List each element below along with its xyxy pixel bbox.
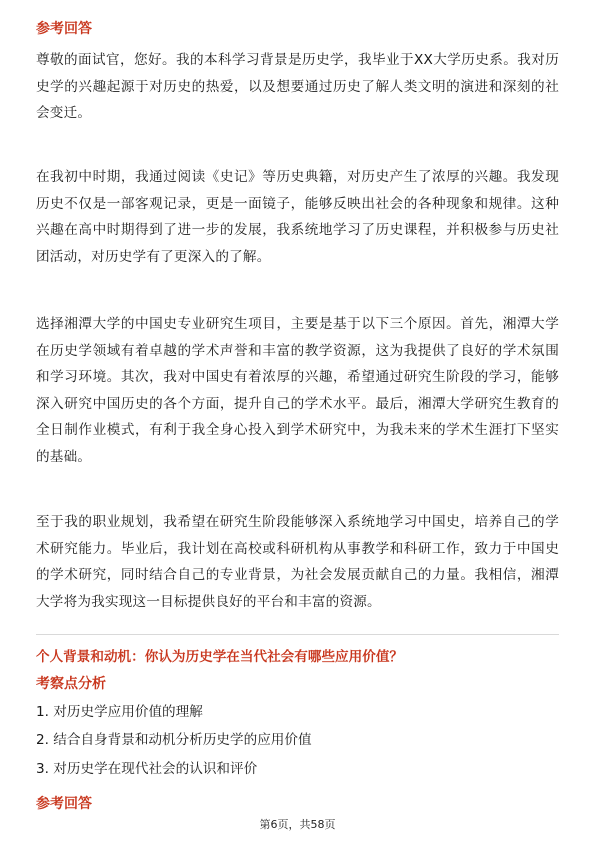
list-item: 1. 对历史学应用价值的理解 xyxy=(36,704,203,720)
answer-heading-2 xyxy=(36,795,559,813)
answer-paragraph-4 xyxy=(36,509,559,615)
section-divider xyxy=(36,634,559,635)
list-item: 2. 结合自身背景和动机分析历史学的应用价值 xyxy=(36,732,312,748)
analysis-heading xyxy=(36,675,559,693)
answer-heading-text: 参考回答 xyxy=(36,21,92,37)
answer-heading xyxy=(36,20,559,38)
analysis-point-2 xyxy=(36,731,559,749)
answer-paragraph-2 xyxy=(36,164,559,270)
paragraph-text: 在我初中时期，我通过阅读《史记》等历史典籍，对历史产生了浓厚的兴趣。我发现历史不仅是一部客观记录，更是一面镜子，能够反映出社会的各种现象和规律。这种兴趣在高中时期得到了进一步的发展，我系统地学习了历史课程，并积极参与历史社团活动，对历史学有了更深入的了解。 xyxy=(36,169,559,265)
answer-heading-text: 参考回答 xyxy=(36,796,92,812)
question-block xyxy=(36,648,559,666)
answer-paragraph-1 xyxy=(36,47,559,127)
paragraph-text: 选择湘潭大学的中国史专业研究生项目，主要是基于以下三个原因。首先，湘潭大学在历史学领域有着卓越的学术声誉和丰富的教学资源，这为我提供了良好的学术氛围和学习环境。其次，我对中国史有着浓厚的兴趣，希望通过研究生阶段的学习，能够深入研究中国历史的各个方面，提升自己的学术水平。最后，湘潭大学研究生教育的全日制作业模式，有利于我全身心投入到学术研究中，为我未来的学术生涯打下坚实的基础。 xyxy=(36,316,559,465)
question-text: 个人背景和动机：你认为历史学在当代社会有哪些应用价值？ xyxy=(36,649,404,665)
page-number: 第6页，共58页 xyxy=(259,818,336,831)
answer-paragraph-3 xyxy=(36,311,559,471)
analysis-point-1 xyxy=(36,703,559,721)
analysis-point-3 xyxy=(36,760,559,778)
analysis-heading-text: 考察点分析 xyxy=(36,676,106,692)
paragraph-text: 尊敬的面试官，您好。我的本科学习背景是历史学，我毕业于XX大学历史系。我对历史学的兴趣起源于对历史的热爱，以及想要通过历史了解人类文明的演进和深刻的社会变迁。 xyxy=(36,52,559,122)
list-item: 3. 对历史学在现代社会的认识和评价 xyxy=(36,761,258,777)
paragraph-text: 至于我的职业规划，我希望在研究生阶段能够深入系统地学习中国史，培养自己的学术研究能力。毕业后，我计划在高校或科研机构从事教学和科研工作，致力于中国史的学术研究，同时结合自己的专业背景，为社会发展贡献自己的力量。我相信，湘潭大学将为我实现这一目标提供良好的平台和丰富的资源。 xyxy=(36,514,559,610)
